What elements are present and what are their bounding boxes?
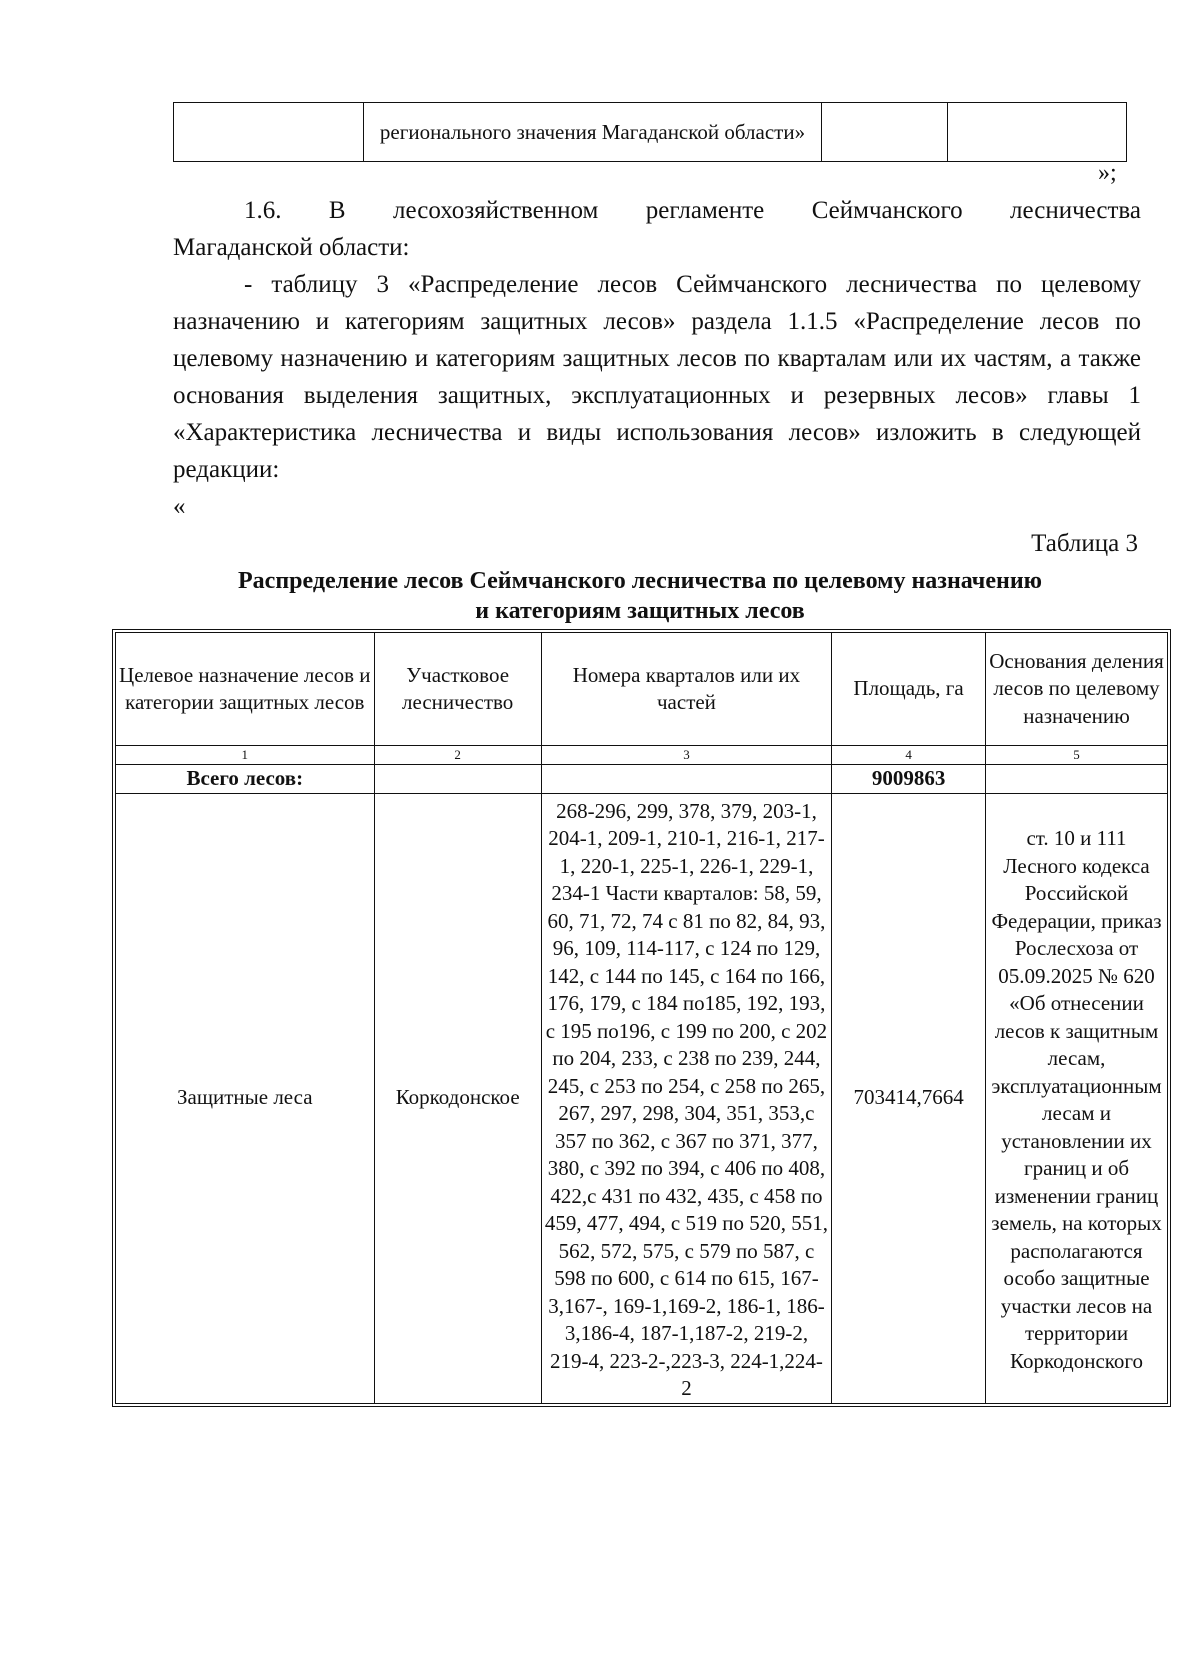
- table-title: [150, 566, 1130, 626]
- total-area: 9009863: [832, 765, 986, 794]
- total-empty-cell: [986, 765, 1168, 794]
- table-label: Таблица 3: [1031, 530, 1138, 557]
- total-label: Всего лесов:: [116, 765, 375, 794]
- opening-quote-mark: «: [173, 493, 186, 520]
- column-number: 3: [541, 746, 831, 765]
- header-quarters: Номера кварталов или их частей: [541, 633, 831, 746]
- column-number: 4: [832, 746, 986, 765]
- row-quarters: 268-296, 299, 378, 379, 203-1, 204-1, 209-1, 210-1, 216-1, 217-1, 220-1, 225-1, 226-1, 229-1, 234-1 Части кварталов: 58, 59, 60, 71, 72, 74 с 81 по 82, 84, 93, 96, 109, 114-117, с 124 по 129, 142, с 144 по 145, с 164 по 166, 176, 179, с 184 по185, 192, 193, с 195 по196, с 199 по 200, с 202 по 204, 233, с 238 по 239, 244, 245, с 253 по 254, с 258 по 265, 267, 297, 298, 304, 351, 353,с 357 по 362, с 367 по 371, 377, 380, с 392 по 394, с 406 по 408, 422,с 431 по 432, 435, с 458 по 459, 477, 494, с 519 по 520, 551, 562, 572, 575, с 579 по 587, с 598 по 600, с 614 по 615, 167-3,167-, 169-1,169-2, 186-1, 186-3,186-4, 187-1,187-2, 219-2, 219-4, 223-2-,223-3, 224-1,224-2: [541, 793, 831, 1403]
- total-row: [116, 765, 1168, 794]
- header-area: Площадь, га: [832, 633, 986, 746]
- paragraph-1-6-line2: Магаданской области:: [173, 234, 410, 261]
- header-district: Участковое лесничество: [374, 633, 541, 746]
- row-purpose: Защитные леса: [116, 793, 375, 1403]
- row-district: Коркодонское: [374, 793, 541, 1403]
- column-number: 2: [374, 746, 541, 765]
- total-empty-cell: [541, 765, 831, 794]
- previous-table-fragment: [173, 102, 1127, 162]
- table-title-line1: Распределение лесов Сеймчанского лесничества по целевому назначению: [238, 568, 1042, 594]
- forest-distribution-table: [115, 632, 1168, 1404]
- prev-table-cell-empty: [947, 103, 1126, 162]
- column-number-row: [116, 746, 1168, 765]
- prev-table-cell-empty: [174, 103, 364, 162]
- column-number: 5: [986, 746, 1168, 765]
- table-title-line2: и категориям защитных лесов: [475, 598, 805, 624]
- column-number: 1: [116, 746, 375, 765]
- paragraph-1-6-line1: 1.6. В лесохозяйственном регламенте Сеймчанского лесничества: [244, 197, 1141, 224]
- paragraph-1-6: [173, 192, 1141, 266]
- paragraph-table-3-instruction: - таблицу 3 «Распределение лесов Сеймчанского лесничества по целевому назначению и категориям защитных лесов» раздела 1.1.5 «Распределение лесов по целевому назначению и категориям защитных лесов по кварталам или их частям, а также основания выделения защитных, эксплуатационных и резервных лесов» главы 1 «Характеристика лесничества и виды использования лесов» изложить в следующей редакции:: [173, 271, 1141, 483]
- table-header-row: [116, 633, 1168, 746]
- table-row: [116, 793, 1168, 1403]
- closing-quote-mark: »;: [1098, 160, 1117, 186]
- row-area: 703414,7664: [832, 793, 986, 1403]
- prev-table-cell-empty: [822, 103, 947, 162]
- header-basis: Основания деления лесов по целевому назначению: [986, 633, 1168, 746]
- header-purpose: Целевое назначение лесов и категории защитных лесов: [116, 633, 375, 746]
- prev-table-cell-text: регионального значения Магаданской области»: [363, 103, 822, 162]
- total-empty-cell: [374, 765, 541, 794]
- row-basis: ст. 10 и 111 Лесного кодекса Российской Федерации, приказ Рослесхоза от 05.09.2025 № 620 «Об отнесении лесов к защитным лесам, эксплуатационным лесам и установлении их границ и об изменении границ земель, на которых располагаются особо защитные участки лесов на территории Коркодонского: [986, 793, 1168, 1403]
